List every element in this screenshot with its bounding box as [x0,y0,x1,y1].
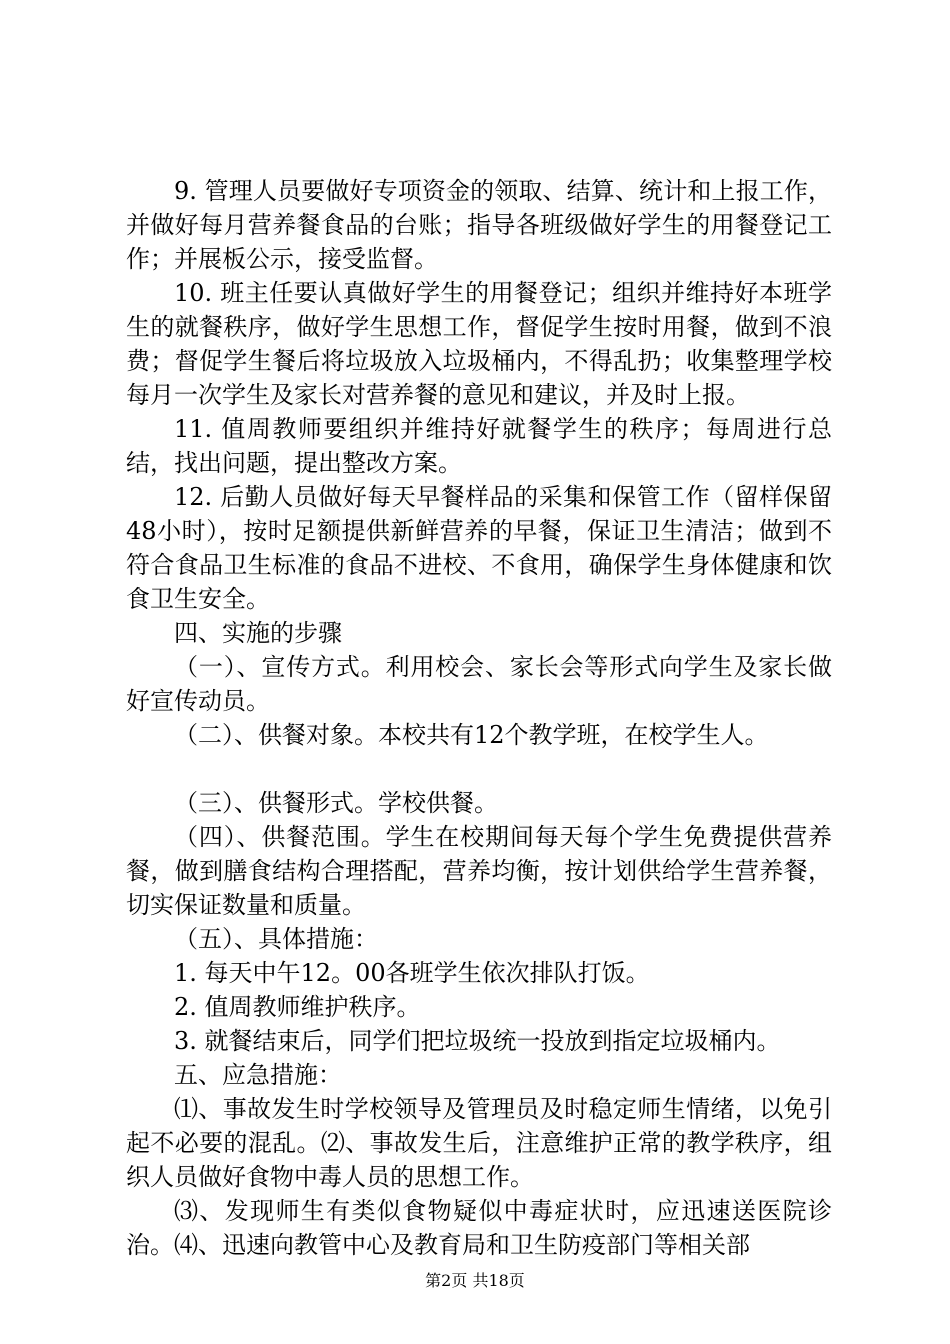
paragraph-item-12: 12. 后勤人员做好每天早餐样品的采集和保管工作（留样保留48小时），按时足额提供新鲜营养的早餐，保证卫生清洁；做到不符合食品卫生标准的食品不进校、不食用，确保学生身体健康和饮食卫生安全。 [126,483,832,613]
emergency-paragraph-2: ⑶、发现师生有类似食物疑似中毒症状时，应迅速送医院诊治。⑷、迅速向教管中心及教育局和卫生防疫部门等相关部 [126,1197,832,1259]
paragraph-meal-recipients: （二）、供餐对象。本校共有12个教学班，在校学生人。 [174,721,769,749]
measure-item-2: 2. 值周教师维护秩序。 [174,993,421,1021]
measure-item-3: 3. 就餐结束后，同学们把垃圾统一投放到指定垃圾桶内。 [174,1027,781,1055]
page-number-footer: 第2页 共18页 [425,1271,525,1290]
document-body [126,174,832,1262]
paragraph-meal-form: （三）、供餐形式。学校供餐。 [174,789,498,817]
paragraph-item-11: 11. 值周教师要组织并维持好就餐学生的秩序；每周进行总结，找出问题，提出整改方案。 [126,415,832,477]
section-heading-implementation-steps: 四、实施的步骤 [174,619,342,647]
section-heading-emergency-measures: 五、应急措施： [174,1061,342,1089]
paragraph-item-10: 10. 班主任要认真做好学生的用餐登记；组织并维持好本班学生的就餐秩序，做好学生思想工作，督促学生按时用餐，做到不浪费；督促学生餐后将垃圾放入垃圾桶内，不得乱扔；收集整理学校每月一次学生及家长对营养餐的意见和建议，并及时上报。 [126,279,832,409]
measure-item-1: 1. 每天中午12。00各班学生依次排队打饭。 [174,959,650,987]
paragraph-item-9: 9. 管理人员要做好专项资金的领取、结算、统计和上报工作，并做好每月营养餐食品的台账；指导各班级做好学生的用餐登记工作；并展板公示，接受监督。 [126,177,832,273]
paragraph-publicity: （一）、宣传方式。利用校会、家长会等形式向学生及家长做好宣传动员。 [126,653,832,715]
paragraph-meal-scope: （四）、供餐范围。学生在校期间每天每个学生免费提供营养餐，做到膳食结构合理搭配，营养均衡，按计划供给学生营养餐，切实保证数量和质量。 [126,823,832,919]
paragraph-specific-measures: （五）、具体措施： [174,925,378,953]
emergency-paragraph-1: ⑴、事故发生时学校领导及管理员及时稳定师生情绪，以免引起不必要的混乱。⑵、事故发生后，注意维护正常的教学秩序，组织人员做好食物中毒人员的思想工作。 [126,1095,832,1191]
